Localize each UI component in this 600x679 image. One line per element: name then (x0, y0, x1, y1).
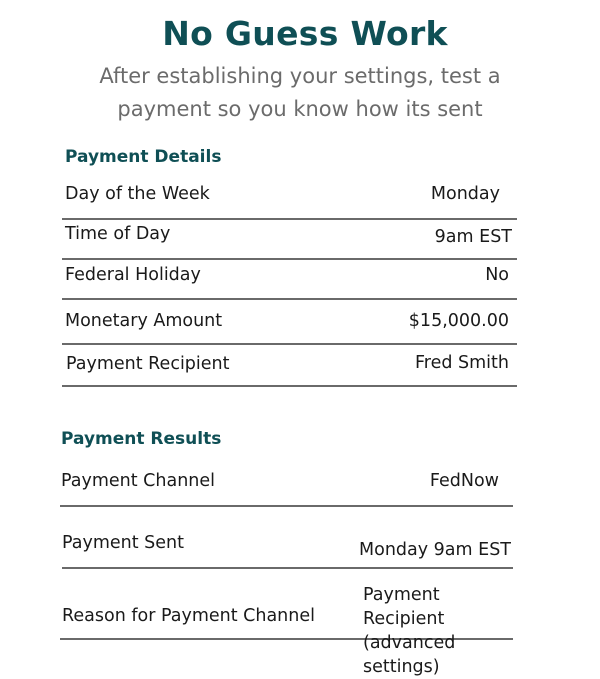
page-title: No Guess Work (162, 14, 448, 53)
result-value-line: (advanced settings) (363, 633, 456, 677)
result-value: FedNow (429, 471, 499, 491)
result-label: Payment Sent (62, 533, 185, 553)
detail-value: $15,000.00 (408, 311, 509, 331)
detail-label: Monetary Amount (65, 311, 223, 331)
detail-row-recipient (62, 345, 517, 387)
result-label: Reason for Payment Channel (62, 606, 315, 626)
detail-value: No (485, 265, 509, 285)
result-label: Payment Channel (61, 471, 216, 491)
detail-row-amount (62, 300, 517, 345)
detail-value: Fred Smith (414, 353, 509, 373)
detail-label: Federal Holiday (65, 265, 201, 285)
detail-row-time (62, 220, 517, 260)
result-row-reason (60, 578, 513, 677)
detail-value: 9am EST (434, 227, 512, 247)
payment-details-heading: Payment Details (65, 147, 222, 167)
result-value-line: Payment Recipient (363, 585, 445, 629)
detail-value: Monday (430, 184, 500, 204)
result-row-sent (62, 522, 513, 569)
detail-label: Payment Recipient (66, 354, 230, 374)
detail-row-holiday (62, 260, 517, 300)
detail-label: Day of the Week (65, 184, 210, 204)
payment-results-heading: Payment Results (61, 429, 222, 449)
result-value (363, 583, 513, 679)
result-value: Monday 9am EST (359, 540, 511, 560)
detail-label: Time of Day (65, 224, 171, 244)
result-row-channel (60, 460, 513, 507)
page-subtitle: After establishing your settings, test a payment so you know how its sent (99, 64, 501, 121)
detail-row-day (62, 176, 517, 220)
